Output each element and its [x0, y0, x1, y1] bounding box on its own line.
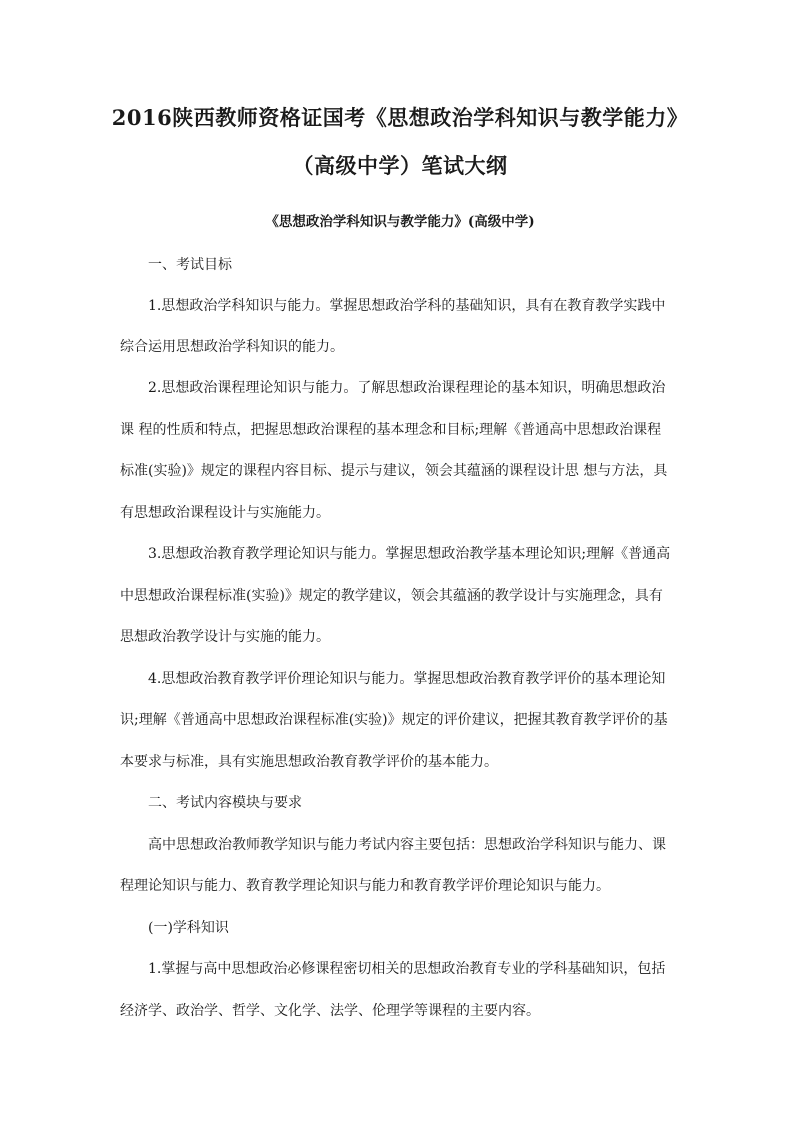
paragraph-line: 本要求与标准，具有实施思想政治教育教学评价的基本能力。: [120, 754, 498, 770]
section-heading-exam-content: 二、考试内容模块与要求: [148, 795, 302, 811]
paragraph-line: 识;理解《普通高中思想政治课程标准(实验)》规定的评价建议，把握其教育教学评价的基: [120, 712, 668, 728]
paragraph-line: 课 程的性质和特点，把握思想政治课程的基本理念和目标;理解《普通高中思想政治课程: [120, 422, 662, 438]
paragraph-line: 3.思想政治教育教学理论知识与能力。掌握思想政治教学基本理论知识;理解《普通高: [148, 546, 671, 562]
document-subtitle: 《思想政治学科知识与教学能力》(高级中学): [265, 214, 535, 230]
paragraph-line: 1.思想政治学科知识与能力。掌握思想政治学科的基础知识，具有在教育教学实践中: [148, 298, 666, 314]
paragraph-line: 2.思想政治课程理论知识与能力。了解思想政治课程理论的基本知识，明确思想政治: [148, 380, 666, 396]
section-heading-exam-goals: 一、考试目标: [148, 257, 232, 273]
paragraph-line: 有思想政治课程设计与实施能力。: [120, 505, 330, 521]
paragraph-line: 思想政治教学设计与实施的能力。: [120, 629, 330, 645]
document-title-line-2: （高级中学）笔试大纲: [292, 153, 508, 178]
paragraph-line: 4.思想政治教育教学评价理论知识与能力。掌握思想政治教育教学评价的基本理论知: [148, 671, 666, 687]
paragraph-line: 经济学、政治学、哲学、文化学、法学、伦理学等课程的主要内容。: [120, 1003, 540, 1019]
paragraph-line: 程理论知识与能力、教育教学理论知识与能力和教育教学评价理论知识与能力。: [120, 878, 610, 894]
paragraph-line: 综合运用思想政治学科知识的能力。: [120, 339, 344, 355]
paragraph-line: 中思想政治课程标准(实验)》规定的教学建议，领会其蕴涵的教学设计与实施理念，具有: [120, 588, 663, 604]
paragraph-line: 高中思想政治教师教学知识与能力考试内容主要包括：思想政治学科知识与能力、课: [148, 837, 666, 853]
paragraph-line: 1.掌握与高中思想政治必修课程密切相关的思想政治教育专业的学科基础知识，包括: [148, 961, 666, 977]
subsection-heading-subject-knowledge: (一)学科知识: [148, 920, 229, 936]
document-title-line-1: 2016陕西教师资格证国考《思想政治学科知识与教学能力》: [111, 105, 689, 130]
paragraph-line: 标准(实验)》规定的课程内容目标、提示与建议，领会其蕴涵的课程设计思 想与方法，具: [120, 463, 668, 479]
